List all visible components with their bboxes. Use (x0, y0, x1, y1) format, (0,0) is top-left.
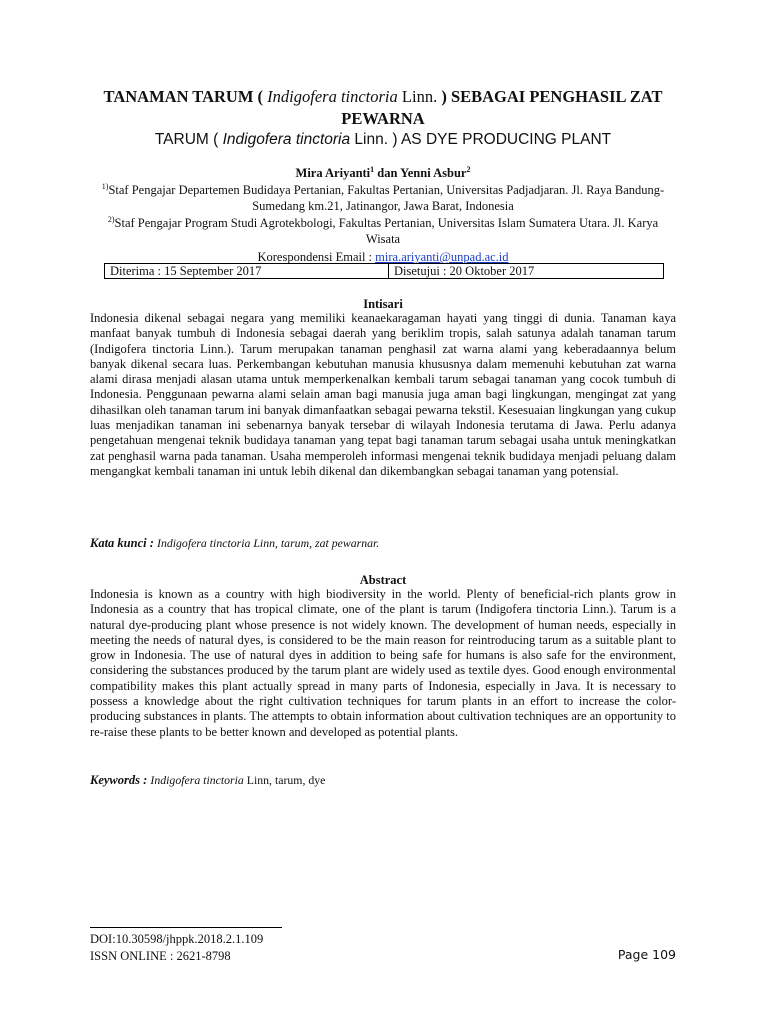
intisari-body: Indonesia dikenal sebagai negara yang memiliki keanaekaragaman hayati yang tinggi di dunia. Tanaman kaya manfaat banyak tumbuh di Indonesia sebagai daerah yang beriklim tropis, salah satunya adalah tanaman tarum (Indigofera tinctoria Linn.). Tarum merupakan tanaman penghasil zat warna alami yang keberadaannya belum banyak dikenal secara luas. Perkembangan kebutuhan manusia khususnya dalam memenuhi kebutuhan zat warna alami dirasa menjadi alasan utama untuk memperkenalkan kembali tarum sebagai tanaman yang cocok tumbuh di Indonesia. Penggunaan pewarna alami selain aman bagi manusia juga aman bagi lingkungan, mengingat zat yang dihasilkan oleh tanaman tarum ini banyak dimanfaatkan sebagai pewarna tekstil. Kesesuaian lingkungan yang cukup luas menjadikan tanaman ini sebenarnya banyak tersebar di wilayah Indonesia terutama di Jawa. Perlu adanya pengetahuan mengenai teknik budidaya tanaman yang tepat bagi tanaman tarum sebagai usaha untuk meningkatkan zat penghasil warna pada tanaman. Usaha memperoleh informasi mengenai teknik budidaya menjadi peluang dalam mengangkat kembali tanaman ini untuk lebih dikenal dan dikembangkan sebagai tanaman yang potensial. (90, 311, 676, 478)
title-id-species: Indigofera tinctoria (267, 87, 398, 106)
title-english (90, 130, 676, 150)
title-id-part2: ) SEBAGAI PENGHASIL ZAT PEWARNA (341, 87, 663, 128)
keywords (90, 772, 676, 788)
author-2: Yenni Asbur (400, 166, 467, 180)
keywords-rest: Linn, tarum, dye (243, 773, 326, 787)
footer-doi: DOI:10.30598/jhppk.2018.2.1.109 (90, 932, 264, 946)
title-id-part1: TANAMAN TARUM ( (103, 87, 268, 106)
title-id-author: Linn. (397, 87, 438, 106)
affiliation-1-sup: 1) (101, 181, 109, 191)
paper-page (90, 0, 676, 1024)
abstract-heading: Abstract (359, 573, 407, 587)
date-received: Diterima : 15 September 2017 (105, 264, 389, 278)
author-1: Mira Ariyanti (295, 166, 371, 180)
keywords-label: Keywords : (90, 773, 151, 787)
affiliation-2 (90, 215, 676, 247)
affiliation-2-text: Staf Pengajar Program Studi Agrotekbologi, Fakultas Pertanian, Universitas Islam Sumatera Utara. Jl. Karya Wisata (114, 216, 659, 246)
title-indonesian (86, 86, 680, 130)
abstract-body: Indonesia is known as a country with high biodiversity in the world. Plenty of beneficial-rich plants grow in Indonesia as a country that has tropical climate, one of the plant is tarum (Indigofera tinctoria Linn.). Tarum is a natural dye-producing plant whose presence is not widely known. The development of human needs, especially in meeting the needs of natural dyes, is considered to be the main reason for reintroducing tarum as a suitable plant to grow in Indonesia. The use of natural dyes in addition to being safe for humans is also safe for the environment, considering the substances produced by the tarum plant are widely used as textile dyes. Good enough environmental compatibility makes this plant actually spread in many parts of Indonesia, especially in Java. It is necessary to possess a knowledge about the right cultivation techniques for tarum plants in an effort to increase the color-producing substances in plants. The attempts to obtain information about cultivation techniques are an opportunity to re-raise these plants to be better known and developed as potential plants. (90, 587, 676, 739)
title-en-species: Indigofera tinctoria (222, 131, 351, 148)
author-conj: dan (374, 166, 401, 180)
affiliation-1-text: Staf Pengajar Departemen Budidaya Pertanian, Fakultas Pertanian, Universitas Padjadjaran. Jl. Raya Bandung-Sumedang km.21, Jatinangor, Jawa Barat, Indonesia (108, 183, 665, 213)
intisari-heading: Intisari (363, 297, 403, 311)
author-line (90, 165, 676, 181)
kata-kunci (90, 535, 676, 551)
kata-kunci-values: Indigofera tinctoria Linn, tarum, zat pewarnar. (157, 536, 380, 550)
footer-issn: ISSN ONLINE : 2621-8798 (90, 949, 231, 963)
affiliation-1 (90, 182, 676, 214)
page-number: Page 109 (617, 947, 676, 962)
title-en-part2: Linn. ) AS DYE PRODUCING PLANT (350, 131, 612, 148)
author-1-sup: 1 (370, 164, 375, 174)
kata-kunci-label: Kata kunci : (90, 536, 158, 550)
affiliation-2-sup: 2) (107, 214, 115, 224)
author-2-sup: 2 (466, 164, 471, 174)
keywords-species: Indigofera tinctoria (150, 773, 244, 787)
title-en-part1: TARUM ( (154, 131, 223, 148)
footer-divider (90, 927, 282, 928)
date-accepted: Disetujui : 20 Oktober 2017 (394, 264, 535, 278)
correspondence-label: Korespondensi Email : (257, 250, 376, 264)
correspondence-email-link[interactable]: mira.ariyanti@unpad.ac.id (375, 250, 509, 264)
dates-table (104, 263, 664, 279)
